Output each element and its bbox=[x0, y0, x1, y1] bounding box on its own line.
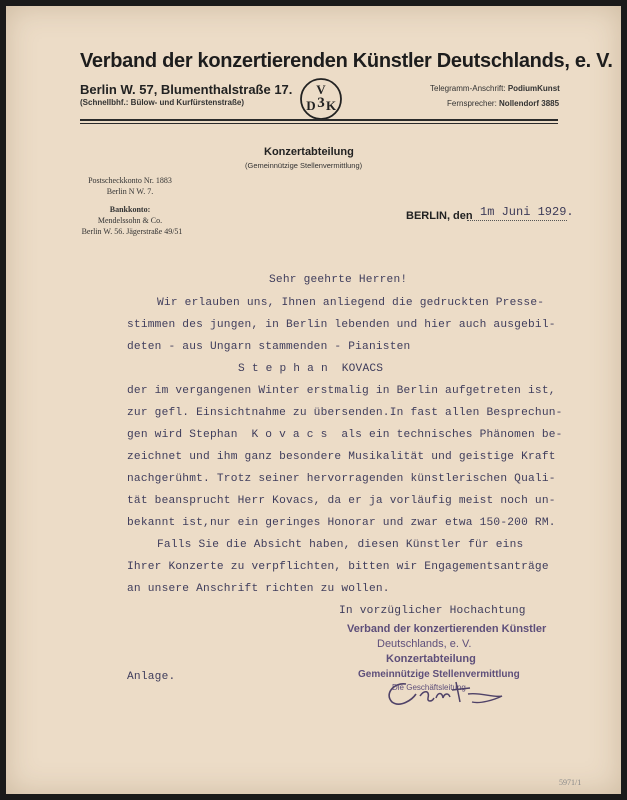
body-line: an unsere Anschrift richten zu wollen. bbox=[127, 583, 390, 595]
body-line: nachgerühmt. Trotz seiner hervorragenden künstlerischen Quali- bbox=[127, 473, 556, 485]
pianist-name: S t e p h a n KOVACS bbox=[238, 363, 384, 375]
dateline-city: BERLIN, den bbox=[406, 210, 473, 222]
closing: In vorzüglicher Hochachtung bbox=[339, 605, 526, 617]
svg-text:V: V bbox=[316, 82, 326, 97]
letterhead-rule bbox=[80, 119, 558, 121]
phone-number bbox=[447, 99, 559, 108]
body-line: zur gefl. Einsichtnahme zu übersenden.In fast allen Besprechun- bbox=[127, 407, 563, 419]
svg-text:K: K bbox=[325, 98, 337, 113]
bank-label: Bankkonto: bbox=[109, 205, 151, 214]
body-line: bekannt ist,nur ein geringes Honorar und zwar etwa 150-200 RM. bbox=[127, 517, 556, 529]
postscheck-line-1: Postscheckkonto Nr. 1883 bbox=[88, 176, 172, 185]
telegram-address bbox=[430, 84, 560, 93]
letter-page bbox=[6, 6, 621, 794]
bank-line-2: Berlin W. 56. Jägerstraße 49/51 bbox=[81, 227, 183, 236]
department-subtitle: (Gemeinnützige Stellenvermittlung) bbox=[245, 161, 363, 170]
postscheck-line-2: Berlin N W. 7. bbox=[106, 187, 154, 196]
body-line: Falls Sie die Absicht haben, diesen Künstler für eins bbox=[157, 539, 524, 551]
body-line: deten - aus Ungarn stammenden - Pianisten bbox=[127, 341, 411, 353]
body-line: Ihrer Konzerte zu verpflichten, bitten wir Engagementsanträge bbox=[127, 561, 549, 573]
archive-mark: 5971/1 bbox=[559, 778, 582, 787]
body-line: stimmen des jungen, in Berlin lebenden und hier auch ausgebil- bbox=[127, 319, 556, 331]
stamp-line-2: Deutschlands, e. V. bbox=[377, 638, 472, 650]
date-dotted-line bbox=[467, 220, 567, 221]
org-address-sub: (Schnellbhf.: Bülow- und Kurfürstenstraße) bbox=[80, 98, 244, 107]
svg-text:D: D bbox=[306, 98, 316, 113]
body-line: der im vergangenen Winter erstmalig in Berlin aufgetreten ist, bbox=[127, 385, 556, 397]
telegram-value: PodiumKunst bbox=[507, 84, 560, 93]
letterhead-rule-thin bbox=[80, 123, 558, 124]
bank-line-1: Mendelssohn & Co. bbox=[97, 216, 163, 225]
stamp-line-5: Die Geschäftsleitung bbox=[392, 683, 466, 692]
stamp-line-3: Konzertabteilung bbox=[386, 653, 476, 665]
salutation: Sehr geehrte Herren! bbox=[269, 274, 408, 286]
body-line: gen wird Stephan K o v a c s als ein technisches Phänomen be- bbox=[127, 429, 563, 441]
body-line: Wir erlauben uns, Ihnen anliegend die gedruckten Presse- bbox=[157, 297, 545, 309]
body-line: zeichnet und ihm ganz besondere Musikalität und geistige Kraft bbox=[127, 451, 556, 463]
org-name: Verband der konzertierenden Künstler Deutschlands, e. V. bbox=[80, 50, 613, 72]
svg-text:3: 3 bbox=[317, 95, 325, 111]
enclosure-note: Anlage. bbox=[127, 671, 176, 683]
stamp-line-4: Gemeinnützige Stellenvermittlung bbox=[358, 669, 520, 680]
stamp-line-1: Verband der konzertierenden Künstler bbox=[347, 623, 547, 635]
vdk-monogram-logo bbox=[299, 77, 343, 121]
telegram-label: Telegramm-Anschrift: bbox=[430, 84, 506, 93]
letter-date: 1m Juni 1929. bbox=[480, 205, 574, 219]
body-line: tät beansprucht Herr Kovacs, da er ja vorläufig meist noch un- bbox=[127, 495, 556, 507]
phone-value: Nollendorf 3885 bbox=[499, 99, 560, 108]
handwritten-signature bbox=[376, 664, 516, 714]
department-title: Konzertabteilung bbox=[264, 146, 354, 158]
phone-label: Fernsprecher: bbox=[447, 99, 497, 108]
org-address: Berlin W. 57, Blumenthalstraße 17. bbox=[80, 82, 293, 97]
